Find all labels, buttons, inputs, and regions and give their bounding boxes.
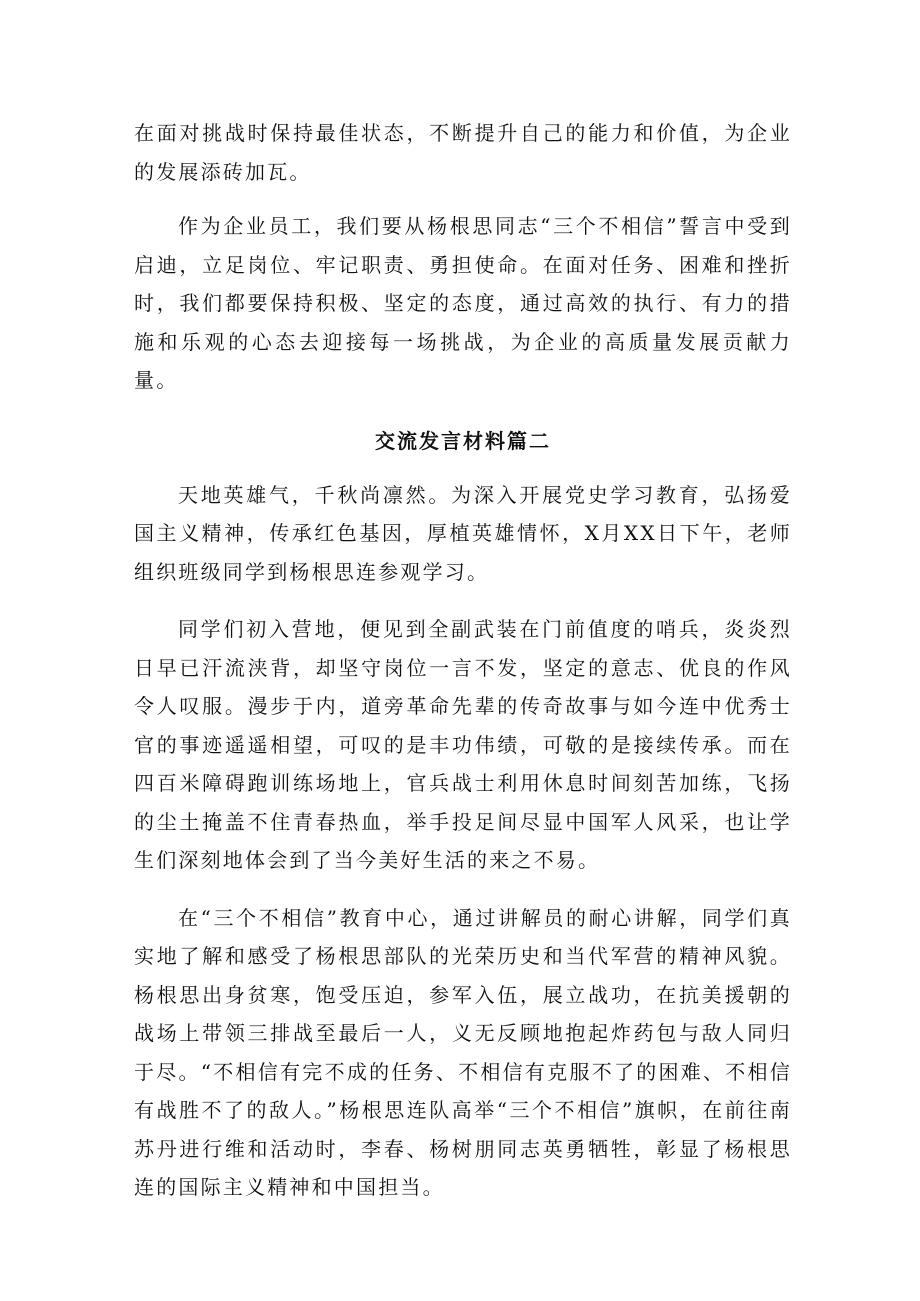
section-title: 交流发言材料篇二 <box>375 428 551 453</box>
paragraph-employee-inspiration: 作为企业员工，我们要从杨根思同志“三个不相信”誓言中受到启迪，立足岗位、牢记职责、勇担使命。在面对任务、困难和挫折时，我们都要保持积极、坚定的态度，通过高效的执行、有力的措施和乐观的心态去迎接每一场挑战，为企业的高质量发展贡献力量。 <box>134 214 792 392</box>
paragraph-intro-visit: 天地英雄气，千秋尚凛然。为深入开展党史学习教育，弘扬爱国主义精神，传承红色基因，厚植英雄情怀，X月XX日下午，老师组织班级同学到杨根思连参观学习。 <box>134 482 792 584</box>
paragraph-continued: 在面对挑战时保持最佳状态，不断提升自己的能力和价值，为企业的发展添砖加瓦。 <box>134 121 792 184</box>
paragraph-education-center: 在“三个不相信”教育中心，通过讲解员的耐心讲解，同学们真实地了解和感受了杨根思部队的光荣历史和当代军营的精神风貌。杨根思出身贫寒，饱受压迫，参军入伍，展立战功，在抗美援朝的战场上带领三排战至最后一人，义无反顾地抱起炸药包与敌人同归于尽。“不相信有完不成的任务、不相信有克服不了的困难、不相信有战胜不了的敌人。”杨根思连队高举“三个不相信”旗帜，在前往南苏丹进行维和活动时，李春、杨树朋同志英勇牺牲，彰显了杨根思连的国际主义精神和中国担当。 <box>134 905 792 1199</box>
paragraph-camp-visit: 同学们初入营地，便见到全副武装在门前值度的哨兵，炎炎烈日早已汗流浃背，却坚守岗位一言不发，坚定的意志、优良的作风令人叹服。漫步于内，道旁革命先辈的传奇故事与如今连中优秀士官的事迹遥遥相望，可叹的是丰功伟绩，可敬的是接续传承。而在四百米障碍跑训练场地上，官兵战士利用休息时间刻苦加练，飞扬的尘土掩盖不住青春热血，举手投足间尽显中国军人风采，也让学生们深刻地体会到了当今美好生活的来之不易。 <box>134 617 792 872</box>
